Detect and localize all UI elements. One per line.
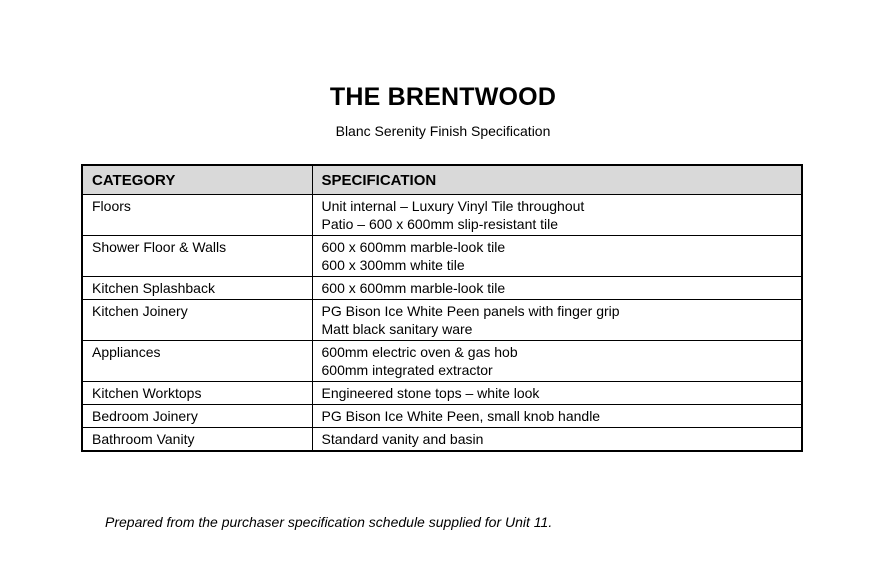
category-cell: Bathroom Vanity xyxy=(82,428,312,452)
specification-line: 600 x 600mm marble-look tile xyxy=(321,280,506,296)
table-row xyxy=(82,341,802,382)
category-cell: Floors xyxy=(82,195,312,236)
category-cell: Kitchen Splashback xyxy=(82,277,312,300)
document-title: THE BRENTWOOD xyxy=(329,83,557,111)
specification-line: PG Bison Ice White Peen, small knob handle xyxy=(321,408,601,424)
specification-table xyxy=(81,164,803,452)
specification-line: Patio – 600 x 600mm slip-resistant tile xyxy=(321,216,559,232)
specification-cell xyxy=(312,277,802,300)
table-row xyxy=(82,300,802,341)
specification-line: 600 x 300mm white tile xyxy=(321,257,465,273)
table-row xyxy=(82,405,802,428)
specification-line: PG Bison Ice White Peen panels with finger grip xyxy=(321,303,620,319)
category-cell: Kitchen Joinery xyxy=(82,300,312,341)
specification-cell xyxy=(312,236,802,277)
column-header-specification: SPECIFICATION xyxy=(312,165,802,195)
specification-cell xyxy=(312,341,802,382)
category-cell: Shower Floor & Walls xyxy=(82,236,312,277)
specification-cell xyxy=(312,195,802,236)
category-cell: Kitchen Worktops xyxy=(82,382,312,405)
footnote: Prepared from the purchaser specification schedule supplied for Unit 11. xyxy=(105,514,553,530)
table-header-row xyxy=(82,165,802,195)
specification-line: Standard vanity and basin xyxy=(321,431,484,447)
specification-cell xyxy=(312,300,802,341)
category-cell: Appliances xyxy=(82,341,312,382)
specification-cell xyxy=(312,428,802,452)
column-header-category: CATEGORY xyxy=(82,165,312,195)
specification-line: 600mm integrated extractor xyxy=(321,362,493,378)
specification-line: 600mm electric oven & gas hob xyxy=(321,344,518,360)
table-row xyxy=(82,277,802,300)
category-cell: Bedroom Joinery xyxy=(82,405,312,428)
specification-line: Unit internal – Luxury Vinyl Tile throughout xyxy=(321,198,585,214)
table-row xyxy=(82,236,802,277)
specification-line: 600 x 600mm marble-look tile xyxy=(321,239,506,255)
specification-cell xyxy=(312,405,802,428)
table-row xyxy=(82,382,802,405)
document-subtitle: Blanc Serenity Finish Specification xyxy=(335,123,551,139)
table-row xyxy=(82,195,802,236)
table-row xyxy=(82,428,802,452)
specification-line: Matt black sanitary ware xyxy=(321,321,473,337)
specification-line: Engineered stone tops – white look xyxy=(321,385,540,401)
specification-cell xyxy=(312,382,802,405)
